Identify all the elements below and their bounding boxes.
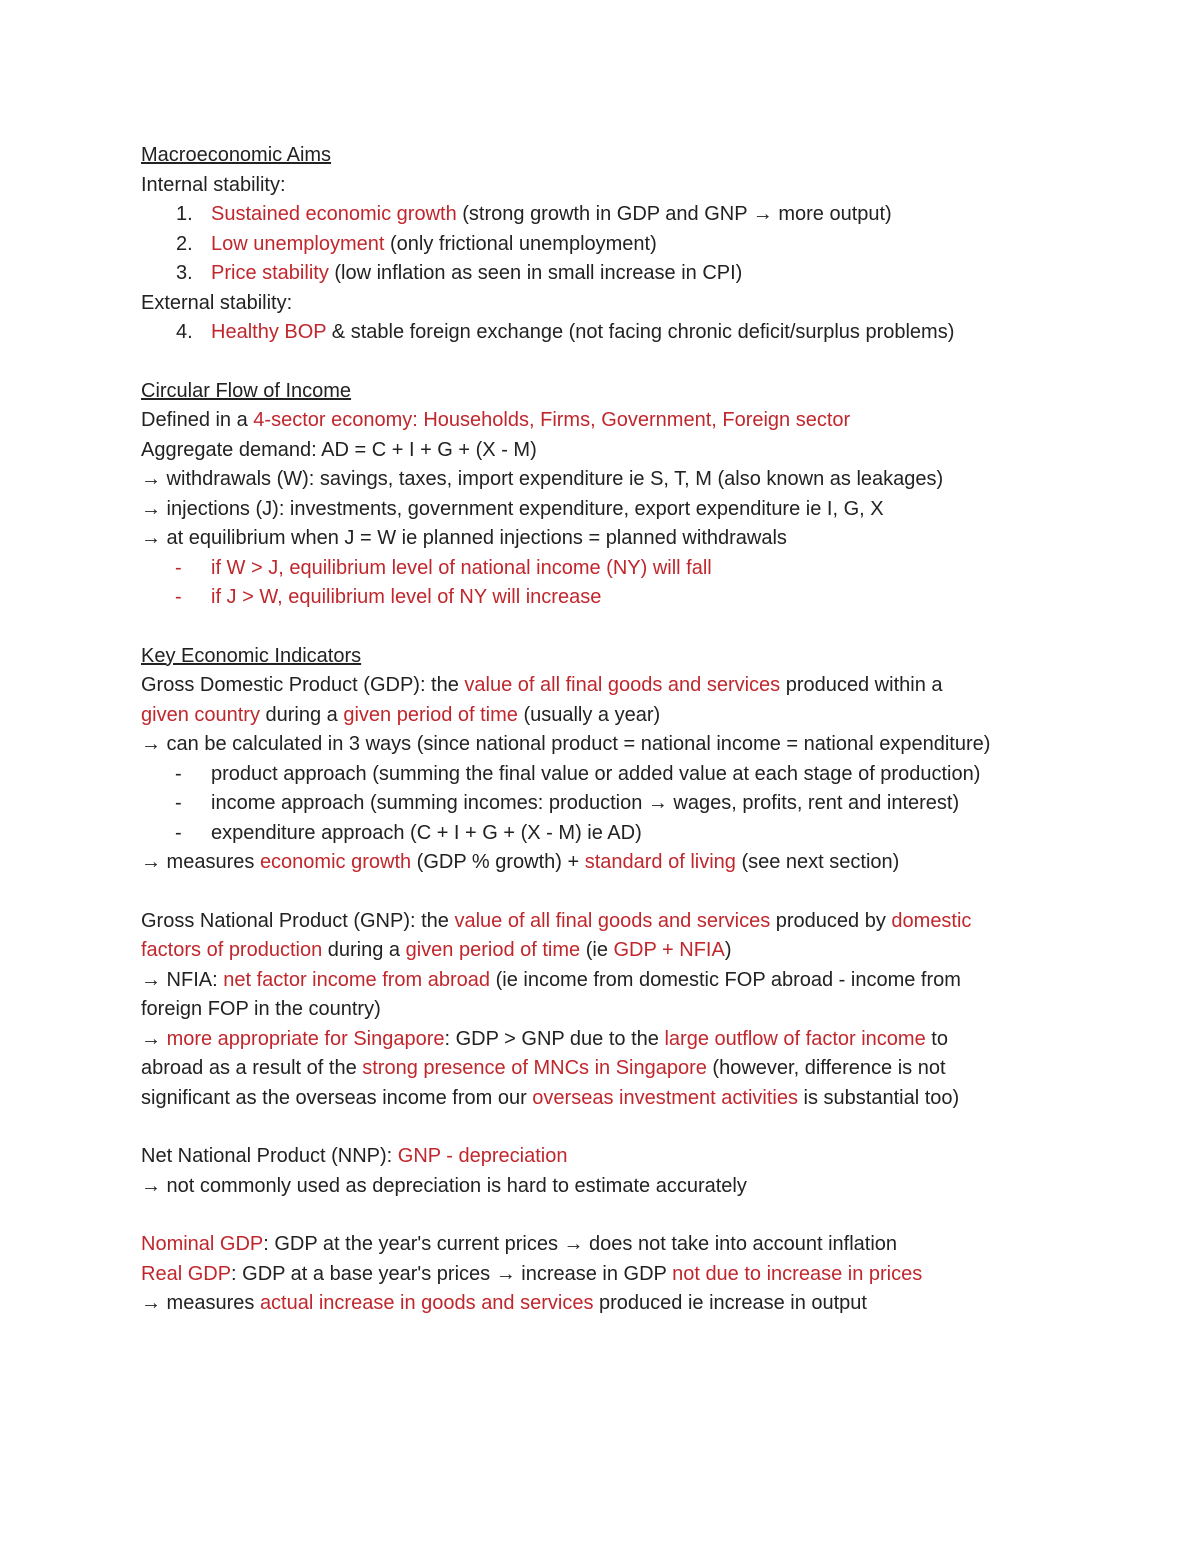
text-line <box>141 701 1141 731</box>
body-text: ) <box>724 939 732 961</box>
highlight-text: Real GDP <box>141 1262 232 1285</box>
blank-line <box>141 348 1141 377</box>
body-text: → NFIA: <box>141 968 224 991</box>
numbered-item <box>141 259 1141 289</box>
body-text: Gross Domestic Product (GDP): the <box>141 674 465 696</box>
highlight-text: if W > J, equilibrium level of national income (NY) will fall <box>211 556 712 579</box>
text-line <box>141 995 1141 1025</box>
body-text: to <box>925 1027 948 1050</box>
body-text: product approach (summing the final value or added value at each stage of production) <box>211 762 981 785</box>
highlight-text: net factor income from abroad <box>223 968 491 991</box>
highlight-text: actual increase in goods and services <box>259 1292 594 1314</box>
bullet-item <box>141 760 1141 790</box>
body-text: → not commonly used as depreciation is hard to estimate accurately <box>141 1174 747 1197</box>
highlight-text: Price stability <box>211 262 329 284</box>
body-text: & stable foreign exchange (not facing chronic deficit/surplus problems) <box>326 321 955 343</box>
bullet-item <box>141 583 1141 613</box>
numbered-item <box>141 318 1141 348</box>
body-text: → <box>141 1027 167 1050</box>
body-text: (GDP % growth) + <box>411 851 585 873</box>
body-text: significant as the overseas income from our <box>141 1086 533 1109</box>
text-line <box>141 495 1141 525</box>
highlight-text: more appropriate for Singapore <box>166 1027 445 1050</box>
body-text: produced by <box>770 909 892 932</box>
text-line <box>141 406 1141 436</box>
highlight-text: Sustained economic growth <box>211 203 457 225</box>
text-line <box>141 730 1141 760</box>
highlight-text: value of all final goods and services <box>454 909 771 932</box>
text-line <box>141 1289 1141 1319</box>
highlight-text: Healthy BOP <box>211 321 327 343</box>
highlight-text: large outflow of factor income <box>664 1027 926 1050</box>
text-line <box>141 1260 1141 1290</box>
dash-bullet-icon: - <box>175 792 182 814</box>
section-heading <box>141 377 1141 407</box>
text-line <box>141 966 1141 996</box>
body-text: → measures <box>141 851 260 873</box>
body-text: → measures <box>141 1292 260 1314</box>
body-text: Macroeconomic Aims <box>141 144 332 166</box>
text-line <box>141 436 1141 466</box>
text-line <box>141 1172 1141 1202</box>
body-text: Defined in a <box>141 409 254 431</box>
body-text: Aggregate demand: AD = C + I + G + (X - M) <box>141 438 537 461</box>
body-text: : GDP > GNP due to the <box>444 1027 665 1050</box>
body-text: Circular Flow of Income <box>141 379 352 402</box>
text-line <box>141 1142 1141 1172</box>
text-line <box>141 671 1141 701</box>
body-text: (strong growth in GDP and GNP → more output) <box>456 203 892 225</box>
dash-bullet-icon: - <box>175 762 182 785</box>
highlight-text: if J > W, equilibrium level of NY will increase <box>211 586 602 608</box>
body-text: is substantial too) <box>797 1086 960 1109</box>
body-text: (ie <box>580 939 614 961</box>
body-text: produced ie increase in output <box>593 1292 867 1314</box>
body-text: during a <box>259 703 344 726</box>
highlight-text: not due to increase in prices <box>672 1262 923 1285</box>
text-line <box>141 1025 1141 1055</box>
body-text: → withdrawals (W): savings, taxes, import expenditure ie S, T, M (also known as leakages) <box>141 468 944 490</box>
highlight-text: strong presence of MNCs in Singapore <box>362 1057 707 1079</box>
body-text: Key Economic Indicators <box>141 644 362 667</box>
text-line <box>141 1230 1141 1260</box>
body-text: Net National Product (NNP): <box>141 1145 398 1167</box>
text-line <box>141 1084 1141 1114</box>
highlight-text: given period of time <box>405 939 581 961</box>
body-text: during a <box>322 939 406 961</box>
blank-line <box>141 1113 1141 1142</box>
document-body <box>141 141 1141 1319</box>
highlight-text: given period of time <box>343 703 518 726</box>
blank-line <box>141 1201 1141 1230</box>
bullet-item <box>141 789 1141 819</box>
highlight-text: 4-sector economy: Households, Firms, Government, Foreign sector <box>253 409 851 431</box>
body-text: (see next section) <box>735 851 900 873</box>
highlight-text: standard of living <box>584 851 736 873</box>
body-text: : GDP at a base year's prices → increase in GDP <box>231 1262 673 1285</box>
dash-bullet-icon: - <box>175 556 182 579</box>
body-text: : GDP at the year's current prices → does not take into account inflation <box>263 1233 898 1255</box>
highlight-text: given country <box>141 703 260 726</box>
body-text: expenditure approach (C + I + G + (X - M) ie AD) <box>211 821 642 844</box>
item-number: 1. <box>176 203 193 225</box>
text-line <box>141 289 1141 319</box>
highlight-text: overseas investment activities <box>532 1086 798 1109</box>
body-text: Gross National Product (GNP): the <box>141 909 455 932</box>
body-text: (usually a year) <box>517 703 661 726</box>
bullet-item <box>141 819 1141 849</box>
text-line <box>141 1054 1141 1084</box>
body-text: income approach (summing incomes: production → wages, profits, rent and interest) <box>211 792 960 814</box>
body-text: produced within a <box>780 674 943 696</box>
highlight-text: value of all final goods and services <box>464 674 781 696</box>
body-text: External stability: <box>141 291 293 314</box>
text-line <box>141 524 1141 554</box>
dash-bullet-icon: - <box>175 821 182 844</box>
highlight-text: domestic <box>891 909 972 932</box>
highlight-text: GDP + NFIA <box>613 939 725 961</box>
text-line <box>141 848 1141 878</box>
item-text <box>176 321 954 343</box>
body-text: abroad as a result of the <box>141 1057 363 1079</box>
blank-line <box>141 613 1141 642</box>
dash-bullet-icon: - <box>175 586 182 608</box>
highlight-text: factors of production <box>141 939 323 961</box>
highlight-text: Nominal GDP <box>141 1233 264 1255</box>
blank-line <box>141 878 1141 907</box>
item-number: 4. <box>176 321 193 343</box>
item-text <box>176 203 892 225</box>
body-text: foreign FOP in the country) <box>141 998 381 1020</box>
text-line <box>141 171 1141 201</box>
body-text: → at equilibrium when J = W ie planned injections = planned withdrawals <box>141 527 787 549</box>
body-text: → can be calculated in 3 ways (since national product = national income = national expenditure) <box>141 733 991 755</box>
text-line <box>141 907 1141 937</box>
item-text <box>176 233 657 255</box>
body-text: (however, difference is not <box>706 1057 946 1079</box>
body-text: (only frictional unemployment) <box>384 232 657 255</box>
section-heading <box>141 642 1141 672</box>
numbered-item <box>141 230 1141 260</box>
highlight-text: economic growth <box>259 851 412 873</box>
item-number: 3. <box>176 262 193 284</box>
body-text: → injections (J): investments, government expenditure, export expenditure ie I, G, X <box>141 497 884 520</box>
body-text: (ie income from domestic FOP abroad - income from <box>490 968 961 991</box>
text-line <box>141 936 1141 966</box>
body-text: Internal stability: <box>141 173 286 196</box>
bullet-item <box>141 554 1141 584</box>
text-line <box>141 465 1141 495</box>
numbered-item <box>141 200 1141 230</box>
item-number: 2. <box>176 232 193 255</box>
body-text: (low inflation as seen in small increase in CPI) <box>328 262 743 284</box>
item-text <box>176 262 742 284</box>
highlight-text: GNP - depreciation <box>397 1145 568 1167</box>
section-heading <box>141 141 1141 171</box>
highlight-text: Low unemployment <box>211 232 385 255</box>
